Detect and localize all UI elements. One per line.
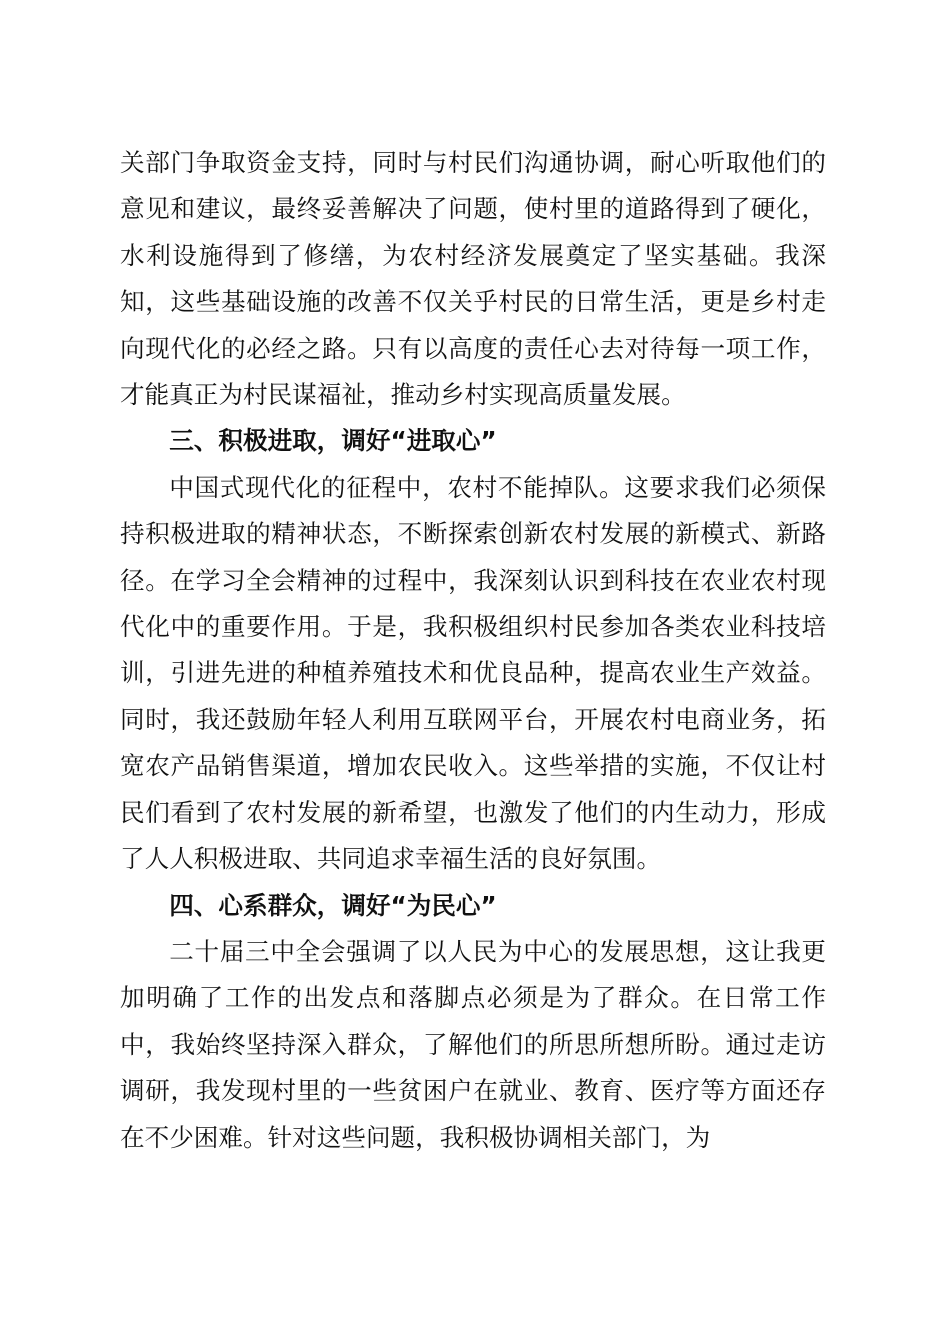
paragraph-people-centered: 二十届三中全会强调了以人民为中心的发展思想，这让我更加明确了工作的出发点和落脚点必须是为了群众。在日常工作中，我始终坚持深入群众，了解他们的所思所想所盼。通过走访调研，我发现村里的一些贫困户在就业、教育、医疗等方面还存在不少困难。针对这些问题，我积极协调相关部门，为 [120, 936, 826, 1152]
section-heading-four: 四、心系群众，调好“为民心” [169, 890, 497, 920]
section-heading-three: 三、积极进取，调好“进取心” [169, 426, 497, 456]
paragraph-infrastructure: 关部门争取资金支持，同时与村民们沟通协调，耐心听取他们的意见和建议，最终妥善解决了问题，使村里的道路得到了硬化，水利设施得到了修缮，为农村经济发展奠定了坚实基础。我深知，这些基础设施的改善不仅关乎村民的日常生活，更是乡村走向现代化的必经之路。只有以高度的责任心去对待每一项工作，才能真正为村民谋福祉，推动乡村实现高质量发展。 [120, 148, 826, 410]
paragraph-enterprising: 中国式现代化的征程中，农村不能掉队。这要求我们必须保持积极进取的精神状态，不断探索创新农村发展的新模式、新路径。在学习全会精神的过程中，我深刻认识到科技在农业农村现代化中的重要作用。于是，我积极组织村民参加各类农业科技培训，引进先进的种植养殖技术和优良品种，提高农业生产效益。同时，我还鼓励年轻人利用互联网平台，开展农村电商业务，拓宽农产品销售渠道，增加农民收入。这些举措的实施，不仅让村民们看到了农村发展的新希望，也激发了他们的内生动力，形成了人人积极进取、共同追求幸福生活的良好氛围。 [120, 472, 826, 874]
document-body [120, 140, 826, 1161]
